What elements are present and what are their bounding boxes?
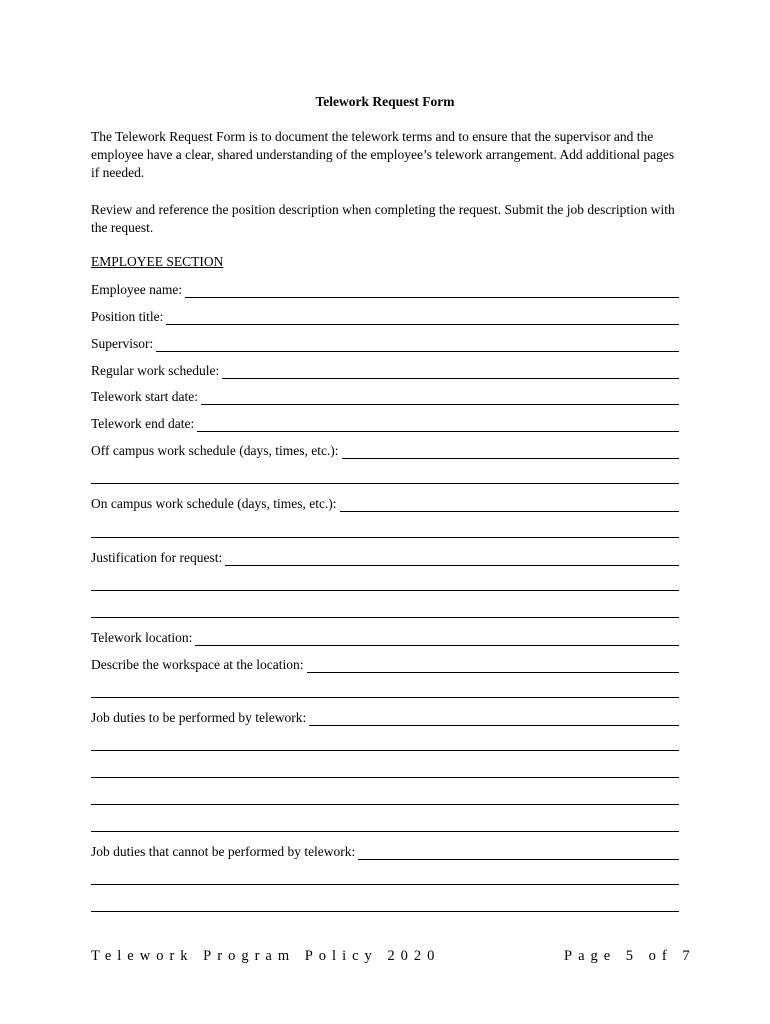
duties-telework-extra-line-4[interactable]	[91, 831, 679, 832]
duties-not-telework-line[interactable]	[358, 846, 679, 860]
duties-telework-field[interactable]	[91, 708, 679, 726]
start-date-label: Telework start date:	[91, 389, 199, 404]
end-date-line[interactable]	[197, 418, 679, 432]
workspace-line[interactable]	[307, 659, 679, 673]
start-date-field[interactable]	[91, 387, 679, 405]
position-title-field[interactable]	[91, 307, 679, 325]
duties-not-telework-label: Job duties that cannot be performed by telework:	[91, 844, 356, 859]
on-campus-label: On campus work schedule (days, times, etc.):	[91, 496, 337, 511]
regular-schedule-label: Regular work schedule:	[91, 363, 220, 378]
on-campus-extra-line[interactable]	[91, 537, 679, 538]
off-campus-line[interactable]	[342, 445, 679, 459]
duties-not-telework-extra-line-2[interactable]	[91, 911, 679, 912]
start-date-line[interactable]	[201, 391, 679, 405]
duties-not-telework-extra-line-1[interactable]	[91, 884, 679, 885]
footer-policy-title: Telework Program Policy 2020	[91, 948, 441, 964]
workspace-label: Describe the workspace at the location:	[91, 657, 304, 672]
location-line[interactable]	[195, 632, 679, 646]
off-campus-field[interactable]	[91, 441, 679, 459]
on-campus-line[interactable]	[340, 498, 679, 512]
workspace-field[interactable]	[91, 655, 679, 673]
duties-telework-extra-line-2[interactable]	[91, 777, 679, 778]
duties-not-telework-field[interactable]	[91, 842, 679, 860]
justification-extra-line-2[interactable]	[91, 617, 679, 618]
duties-telework-extra-line-3[interactable]	[91, 804, 679, 805]
footer-page-number: Page 5 of 7	[564, 948, 696, 964]
justification-extra-line-1[interactable]	[91, 590, 679, 591]
supervisor-field[interactable]	[91, 334, 679, 352]
section-heading: EMPLOYEE SECTION	[91, 254, 224, 269]
location-label: Telework location:	[91, 630, 193, 645]
employee-name-field[interactable]	[91, 280, 679, 298]
workspace-extra-line[interactable]	[91, 697, 679, 698]
off-campus-label: Off campus work schedule (days, times, etc.):	[91, 443, 339, 458]
duties-telework-line[interactable]	[309, 712, 679, 726]
regular-schedule-line[interactable]	[222, 365, 679, 379]
supervisor-label: Supervisor:	[91, 336, 154, 351]
form-title: Telework Request Form	[315, 94, 455, 109]
employee-name-label: Employee name:	[91, 282, 183, 297]
intro-paragraph: The Telework Request Form is to document the telework terms and to ensure that the supervisor and the employee have a clear, shared understanding of the employee’s telework arrangement. Add additional pages if needed.	[91, 129, 675, 180]
off-campus-extra-line[interactable]	[91, 483, 679, 484]
review-paragraph: Review and reference the position description when completing the request. Submit the job description with the request.	[91, 202, 675, 235]
justification-line[interactable]	[225, 552, 679, 566]
on-campus-field[interactable]	[91, 494, 679, 512]
justification-field[interactable]	[91, 548, 679, 566]
supervisor-line[interactable]	[156, 338, 679, 352]
end-date-field[interactable]	[91, 414, 679, 432]
location-field[interactable]	[91, 628, 679, 646]
position-title-label: Position title:	[91, 309, 164, 324]
employee-name-line[interactable]	[185, 284, 679, 298]
duties-telework-label: Job duties to be performed by telework:	[91, 710, 307, 725]
position-title-line[interactable]	[166, 311, 679, 325]
duties-telework-extra-line-1[interactable]	[91, 750, 679, 751]
justification-label: Justification for request:	[91, 550, 223, 565]
regular-schedule-field[interactable]	[91, 361, 679, 379]
end-date-label: Telework end date:	[91, 416, 195, 431]
